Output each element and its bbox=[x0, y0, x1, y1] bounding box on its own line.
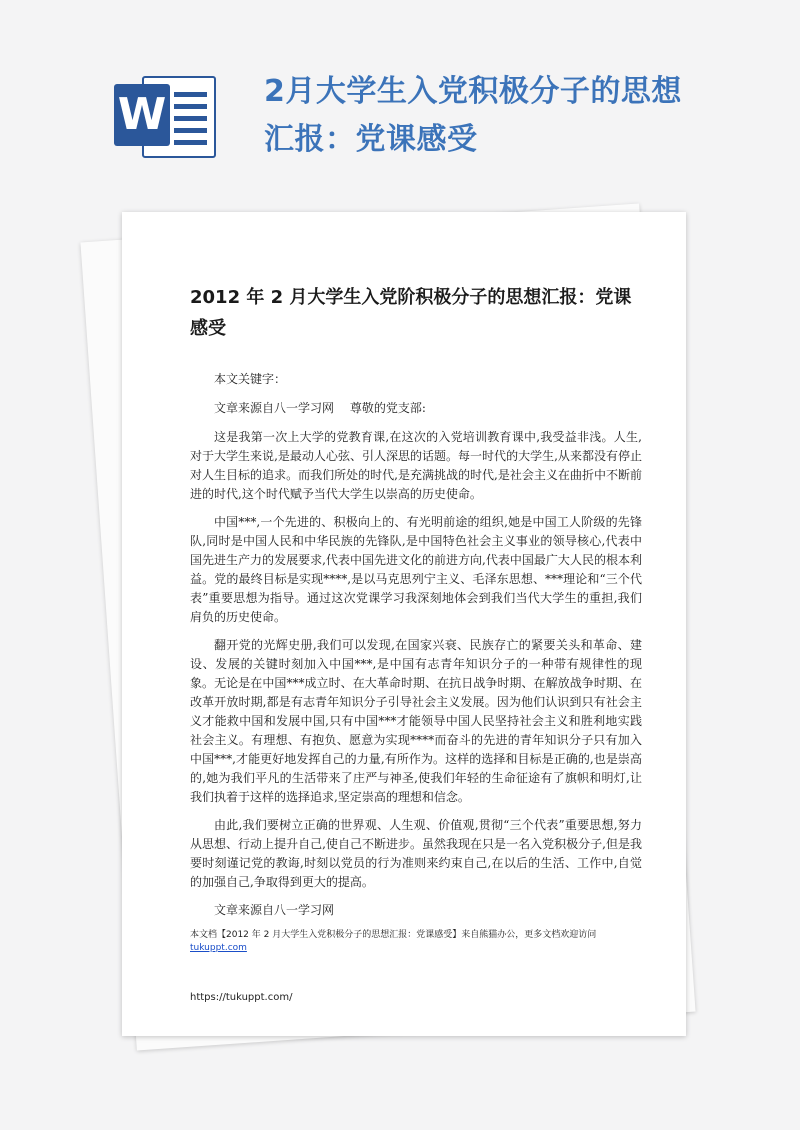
body-paragraph: 由此,我们要树立正确的世界观、人生观、价值观,贯彻“三个代表”重要思想,努力从思想、行动上提升自己,使自己不断进步。虽然我现在只是一名入党积极分子,但是我要时刻谨记党的教诲,时刻以党员的行为准则来约束自己,在以后的生活、工作中,自觉的加强自己,争取得到更大的提高。 bbox=[190, 818, 642, 889]
closing-source: 文章来源自八一学习网 bbox=[214, 903, 335, 917]
page-title: 2月大学生入党积极分子的思想汇报：党课感受 bbox=[264, 74, 682, 157]
body-paragraph: 中国***,一个先进的、积极向上的、有光明前途的组织,她是中国工人阶级的先锋队,同时是中国人民和中华民族的先锋队,是中国特色社会主义事业的领导核心,代表中国先进生产力的发展要求,代表中国先进文化的前进方向,代表中国最广大人民的根本利益。党的最终目标是实现****,是以马克思列宁主义、毛泽东思想、***理论和“三个代表”重要思想为指导。通过这次党课学习我深刻地体会到我们当代大学生的重担,我们肩负的历史使命。 bbox=[190, 515, 642, 624]
document-title: 2012 年 2 月大学生入党阶积极分子的思想汇报：党课感受 bbox=[190, 287, 632, 339]
site-url[interactable]: https://tukuppt.com/ bbox=[190, 992, 293, 1003]
footer-link[interactable]: tukuppt.com bbox=[190, 943, 247, 953]
document-sheet bbox=[122, 212, 686, 1036]
word-icon bbox=[112, 72, 216, 160]
source-line: 文章来源自八一学习网 尊敬的党支部: bbox=[214, 401, 426, 415]
footer-note-text: 本文档【2012 年 2 月大学生入党积极分子的思想汇报：党课感受】来自熊猫办公，更多文档欢迎访问 bbox=[190, 930, 597, 940]
body-paragraph: 这是我第一次上大学的党教育课,在这次的入党培训教育课中,我受益非浅。人生,对于大学生来说,是最动人心弦、引人深思的话题。每一时代的大学生,从来都没有停止对人生目标的追求。而我们所处的时代,是充满挑战的时代,是社会主义在曲折中不断前进的时代,这个时代赋予当代大学生以崇高的历史使命。 bbox=[190, 430, 642, 501]
body-paragraph: 翻开党的光辉史册,我们可以发现,在国家兴衰、民族存亡的紧要关头和革命、建设、发展的关键时刻加入中国***,是中国有志青年知识分子的一种带有规律性的现象。无论是在中国***成立时、在大革命时期、在抗日战争时期、在解放战争时期、在改革开放时期,都是有志青年知识分子引导社会主义发展。因为他们认识到只有社会主义才能救中国和发展中国,只有中国***才能领导中国人民坚持社会主义和胜利地实践社会主义。有理想、有抱负、愿意为实现****而奋斗的先进的青年知识分子只有加入中国***,才能更好地发挥自己的力量,有所作为。这样的选择和目标是正确的,也是崇高的,她为我们平凡的生活带来了庄严与神圣,使我们年轻的生命征途有了旗帜和明灯,让我们执着于这样的选择追求,坚定崇高的理想和信念。 bbox=[190, 638, 642, 804]
keywords-label: 本文关键字： bbox=[214, 372, 287, 386]
footer-note bbox=[190, 929, 662, 955]
word-badge: W bbox=[114, 84, 170, 146]
